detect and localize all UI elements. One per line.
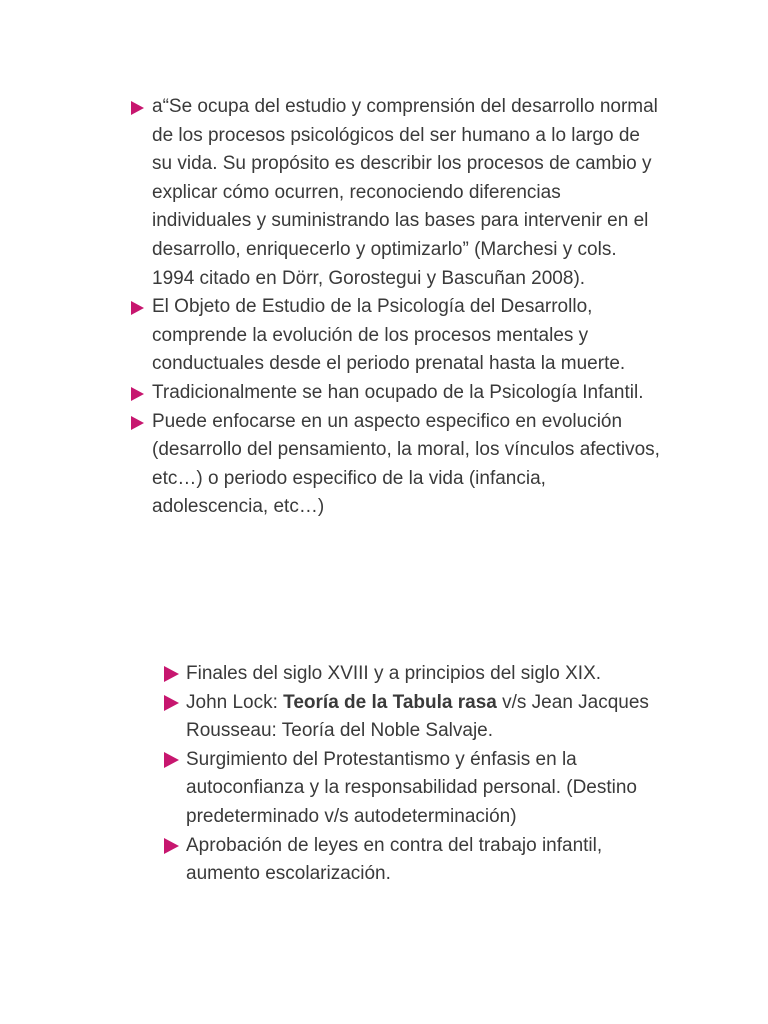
triangle-bullet-icon	[131, 101, 144, 115]
history-bullet-list	[163, 660, 673, 889]
list-item-prefix: John Lock:	[186, 691, 284, 713]
triangle-bullet-icon	[131, 301, 144, 315]
triangle-bullet-icon	[131, 387, 144, 401]
list-item	[163, 689, 673, 746]
list-item-text	[186, 692, 649, 742]
list-item	[130, 93, 660, 293]
list-item-text: El Objeto de Estudio de la Psicología del Desarrollo, comprende la evolución de los procesos mentales y conductuales desde el periodo prenatal hasta la muerte.	[152, 296, 626, 375]
list-item-text: Surgimiento del Protestantismo y énfasis en la autoconfianza y la responsabilidad personal. (Destino predeterminado v/s autodeterminación)	[186, 748, 637, 827]
triangle-bullet-icon	[164, 752, 179, 768]
list-item-text: Puede enfocarse en un aspecto especifico en evolución (desarrollo del pensamiento, la moral, los vínculos afectivos, etc…) o periodo especifico de la vida (infancia, adolescencia, etc…)	[152, 410, 660, 518]
list-item	[130, 408, 660, 522]
triangle-bullet-icon	[164, 666, 179, 682]
list-item-bold-term: Teoría de la Tabula rasa	[283, 691, 497, 713]
triangle-bullet-icon	[164, 838, 179, 854]
list-item-text: a“Se ocupa del estudio y comprensión del desarrollo normal de los procesos psicológicos del ser humano a lo largo de su vida. Su propósito es describir los procesos de cambio y explicar cómo ocurren, reconociendo diferencias individuales y suministrando las bases para intervenir en el desarrollo, enriquecerlo y optimizarlo” (Marchesi y cols. 1994 citado en Dörr, Gorostegui y Bascuñan 2008).	[152, 96, 658, 289]
list-item	[163, 660, 673, 689]
main-bullet-list	[130, 93, 660, 522]
list-item-text: Finales del siglo XVIII y a principios del siglo XIX.	[186, 663, 602, 684]
list-item-text: Aprobación de leyes en contra del trabajo infantil, aumento escolarización.	[186, 834, 603, 885]
triangle-bullet-icon	[164, 695, 179, 711]
list-item	[130, 379, 660, 408]
list-item	[130, 293, 660, 379]
list-item	[163, 832, 673, 889]
list-item-text: Tradicionalmente se han ocupado de la Psicología Infantil.	[152, 381, 644, 403]
list-item-suffix: v/s Jean Jacques Rousseau: Teoría del Noble Salvaje.	[186, 691, 649, 742]
list-item	[163, 746, 673, 832]
triangle-bullet-icon	[131, 416, 144, 430]
